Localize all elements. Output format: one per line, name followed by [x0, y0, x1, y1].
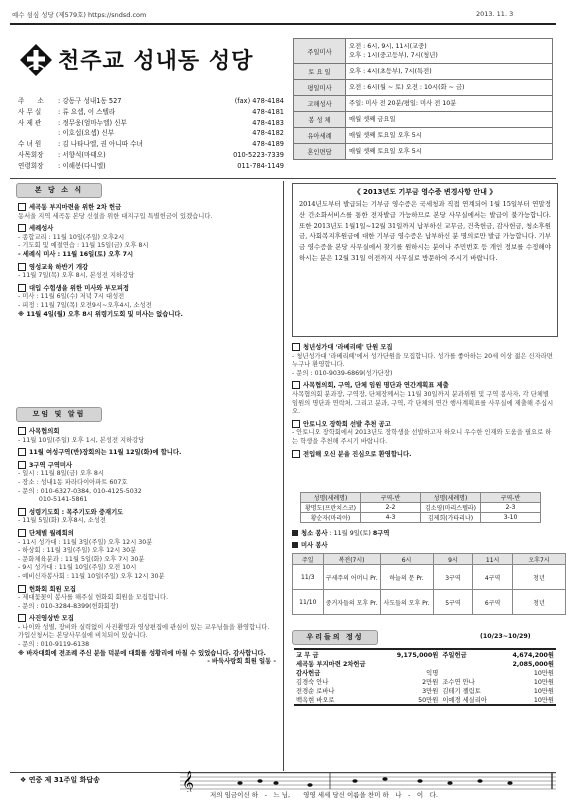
mass-row: [294, 112, 553, 128]
mass-label: 토 요 일: [294, 64, 346, 80]
info-phone: 010-5223-7339: [233, 150, 284, 159]
info-phone: (fax) 478-4184: [234, 97, 284, 105]
checkbox-bullet-icon: [18, 585, 26, 593]
info-phone: 478-4189: [252, 140, 284, 149]
notice-text: - 피정 : 11월 7일(목) 오전9시~오후4시, 소성전: [18, 301, 152, 309]
info-value: : 이해봉(다니엘): [58, 161, 106, 170]
notice-line: [18, 547, 276, 556]
welcome-cell: 4-3: [361, 513, 421, 523]
info-phone: 011-784-1149: [237, 161, 284, 170]
notice-heading: [18, 508, 276, 518]
cleaning-service: [292, 530, 389, 539]
donation-row: [294, 650, 556, 659]
notice-text: - 기도회 및 예절연습 : 11월 15일(금) 오후 8시: [18, 242, 149, 250]
mass-row: [294, 39, 553, 64]
right-notices: [292, 340, 556, 459]
info-row: [18, 96, 284, 107]
notice-line: [18, 517, 276, 526]
welcome-cell: 2-3: [481, 503, 541, 513]
church-title: 천주교 성내동 성당: [58, 49, 254, 74]
checkbox-bullet-icon: [18, 427, 26, 435]
info-value: : 서향석(마태오): [58, 150, 106, 159]
donation-thanks-cell: [440, 668, 500, 677]
notice-text: 사목협의회: [29, 428, 60, 435]
info-label: 연령회장: [18, 161, 44, 170]
notice-line: [18, 496, 276, 505]
checkbox-bullet-icon: [18, 224, 26, 232]
notice-line: [18, 641, 276, 650]
section-offerings: 우리들의 정성: [292, 630, 378, 645]
notice-text: ※ 11월 4일(월) 오후 8시 위령기도회 및 미사는 없습니다.: [18, 310, 183, 318]
checkbox-bullet-icon: [292, 450, 300, 458]
section-parish-news: 본 당 소 식: [16, 183, 102, 198]
info-list: [18, 96, 284, 172]
notice-text: 대입 수험생을 위한 미사와 부모피정: [29, 284, 130, 292]
notice-text: - 장소 : 성내1동 파라다이아파트 607호: [18, 478, 128, 486]
checkbox-bullet-icon: [292, 343, 300, 351]
bullet-icon: [292, 530, 298, 536]
donation-cell: [384, 659, 440, 668]
info-value: : 류 요셉, 이 스텔라: [58, 107, 116, 116]
donation-table: [294, 648, 556, 706]
info-phone: 478-4182: [252, 129, 284, 138]
header-left: 예수 섬심 성당 (제579호) https://sndsd.com: [12, 11, 147, 19]
info-value: : 김 나타나엘, 권 아니따 수녀: [58, 140, 143, 149]
notice-line: [292, 353, 556, 370]
serve-header-cell: 오후7시: [512, 554, 565, 565]
notice-text: 안토니오 장학회 선발 추천 공고: [303, 420, 391, 428]
notice-text: 3구역 구역미사: [29, 461, 73, 469]
notice-line: [18, 293, 276, 302]
serve-header-cell: 복전(7시): [323, 554, 380, 565]
notice-text: - 하상회 : 11월 3일(주일) 오후 12시 30분: [18, 547, 137, 555]
donation-thanks-cell: 조수연 안나: [442, 679, 475, 686]
notice-line: [18, 311, 276, 320]
cleaning-label: 청소 봉사: [301, 530, 328, 537]
donation-cell: 2,085,000원: [512, 661, 554, 668]
notice-line: [292, 370, 556, 379]
donation-thanks-cell: 김테기 젤림토: [442, 688, 481, 695]
notice-heading: [18, 529, 276, 539]
serve-cell: 11/3: [293, 565, 324, 590]
notice-line: [18, 650, 276, 659]
donation-thanks-row: [294, 677, 556, 686]
notice-line: [18, 603, 276, 612]
notice-heading: [18, 284, 276, 294]
mass-label: 평일미사: [294, 80, 346, 96]
welcome-table: [300, 492, 541, 523]
info-row: [18, 161, 284, 172]
serve-header-cell: 6시: [380, 554, 433, 565]
mass-time: 주일: 미사 전 20분/평일: 미사 전 10분: [346, 96, 553, 112]
mass-label: 혼인면담: [294, 144, 346, 160]
mass-label: 고해성사: [294, 96, 346, 112]
donation-thanks-row: [294, 695, 556, 704]
serve-cell: 청년: [512, 590, 565, 615]
music-staff: [180, 770, 556, 792]
welcome-header-cell: 성명(세례명): [421, 493, 481, 503]
notice-text: 사목협의회 분과장, 구역장, 단체장께서는 11월 30일까지 분과위원 및 구역 봉사자, 각 단체별 임원의 명단과 연락처, 그리고 분과, 구역, 각 단체의 연간 행사계획표를 사무실에 제출해 주십시오.: [292, 390, 554, 416]
notice-text: - 문의 : 010-6327-0384, 010-4125-5032: [18, 487, 142, 495]
mass-row: [294, 64, 553, 80]
welcome-header-cell: 구역-반: [481, 493, 541, 503]
notice-text: 전입해 오신 분을 진심으로 환영합니다.: [303, 450, 412, 458]
mass-schedule: [293, 38, 553, 160]
donation-cell: 교 무 금: [296, 652, 319, 659]
info-label: [18, 128, 58, 139]
notice-text: - 11시 성가대 : 11월 3일(주일) 오후 12시 30분: [18, 538, 153, 546]
notice-text: - 문의 : 010-3284-8399(헌화회장): [18, 602, 119, 610]
serve-cell: 5구역: [433, 590, 473, 615]
checkbox-bullet-icon: [292, 420, 300, 428]
notice-heading: [292, 420, 556, 430]
checkbox-bullet-icon: [292, 381, 300, 389]
serve-header-cell: 9시: [433, 554, 473, 565]
notice-text: - 11월 7일(목) 오후 8시, 본성전 지하강당: [18, 272, 135, 280]
treble-clef-icon: 𝄞: [182, 770, 194, 792]
serve-cell: 11/10: [293, 590, 324, 615]
notice-heading: [18, 427, 276, 437]
serve-header: [293, 554, 566, 565]
info-label: 사목회장: [18, 150, 44, 159]
serve-cell: 중거자들의 모후 Pr.: [323, 590, 380, 615]
welcome-row: [301, 513, 541, 523]
mass-label: 유아세례: [294, 128, 346, 144]
song-title: [20, 775, 100, 785]
notice-text: 동서울 지역 세곡동 본당 신설을 위한 대지구입 특별헌금이 있겠습니다.: [18, 212, 213, 220]
donation-thanks-cell: 3만원: [422, 688, 439, 695]
notice-text: - 제대꽃꽂이 봉사를 해주실 헌화회 회원을 모집합니다.: [18, 594, 169, 602]
notice-text: 010-5141-5861: [18, 496, 88, 504]
donation-thanks-cell: 50만원: [418, 697, 439, 704]
header-date: 2013. 11. 3: [476, 10, 514, 18]
welcome-row: [301, 503, 541, 513]
info-label: 사 무 실: [18, 107, 42, 116]
notice-text: - 문화체육분과 : 11월 5일(화) 오후 7시 30분: [18, 555, 145, 563]
header-rule: [10, 23, 556, 25]
notice-text: - 예비신자봉사회 : 11월 10일(주일) 오후 12시 30분: [18, 572, 165, 580]
notice-line: [292, 429, 556, 446]
mass-label: 주일미사: [294, 39, 346, 64]
checkbox-bullet-icon: [18, 263, 26, 271]
notice-text: - 바둑사랑회 회원 일동 -: [207, 658, 276, 666]
notice-text: - 일시 : 11월 8일(금) 오후 8시: [18, 470, 105, 478]
notice-line: [18, 564, 276, 573]
welcome-cell: 황순자(마리아): [301, 513, 361, 523]
welcome-header-cell: 구역-반: [361, 493, 421, 503]
offerings-period: (10/23~10/29): [480, 633, 531, 640]
info-row: [18, 128, 284, 139]
serve-cell: 청년: [512, 565, 565, 590]
mass-label: 봉 성 체: [294, 112, 346, 128]
notice-line: [18, 573, 276, 582]
info-label: 수 녀 원: [18, 140, 42, 149]
notice-text: 사진영상반 모집: [29, 615, 74, 623]
notice-line: [292, 391, 556, 417]
donation-thanks-header: [294, 668, 556, 677]
welcome-cell: 황명도(프란치스코): [301, 503, 361, 513]
donation-thanks-cell: 이예경 세실리아: [442, 697, 487, 704]
checkbox-bullet-icon: [18, 614, 26, 622]
mass-time: 매월 셋째 토요일 오후 5시: [346, 128, 553, 144]
notice-text: 헌화회 회원 모집: [29, 585, 76, 593]
welcome-cell: 2-2: [361, 503, 421, 513]
notice-heading: [18, 461, 276, 471]
serve-cell: 3구역: [433, 565, 473, 590]
checkbox-bullet-icon: [18, 529, 26, 537]
thanks-label: 감사헌금: [296, 670, 321, 677]
notice-line: [18, 470, 276, 479]
donation-thanks-cell: 백옥현 바오로: [296, 697, 335, 704]
notice-text: 사목협의회, 구역, 단체 임원 명단과 연간계획표 제출: [303, 382, 449, 390]
checkbox-bullet-icon: [18, 448, 26, 456]
notice-line: [18, 242, 276, 251]
notice-heading: [18, 224, 276, 234]
mass-time: 오전 : 6시, 9시, 11시(교중) 오후 : 1시(중고등부), 7시(청년): [346, 39, 553, 64]
mass-time: 매월 셋째 금요일: [346, 112, 553, 128]
info-label: 주 소: [18, 97, 44, 105]
donation-thanks-cell: 김경숙 안나: [296, 679, 329, 686]
notice-heading: [18, 585, 276, 595]
notice-text: 성령기도회 : 목주기도와 중재기도: [29, 508, 124, 516]
section-meetings: 모임 및 알림: [16, 407, 102, 422]
donation-cell: 4,674,200원: [512, 652, 554, 659]
notice-heading: [18, 263, 276, 273]
notice-line: [18, 272, 276, 281]
mass-row: [294, 80, 553, 96]
serve-cell: 사도들의 모후 Pr.: [380, 590, 433, 615]
checkbox-bullet-icon: [18, 461, 26, 469]
logo-emblem: [18, 42, 54, 78]
notice-line: [18, 302, 276, 311]
donation-thanks-row: [294, 686, 556, 695]
notice-text: - 청년성가대 '라베리떼'에서 성가단원을 모집합니다. 성가를 좋아하는 20세 이상 젊은 신자라면 누구나 환영합니다.: [292, 352, 553, 369]
donation-thanks-cell: 10만원: [533, 670, 554, 677]
serve-row: [293, 590, 566, 615]
serve-cell: 6구역: [473, 590, 513, 615]
song-title-text: 연중 제 31주일 화답송: [28, 776, 100, 784]
cleaning-date: : 11월 9일(토): [329, 530, 371, 537]
donation-thanks-cell: 10만원: [533, 679, 554, 686]
donation-thanks-cell: 익명: [426, 670, 439, 677]
notice-text: 세례성사: [29, 225, 54, 233]
notice-heading: [18, 448, 276, 458]
serve-cell: 하늘의 문 Pr.: [380, 565, 433, 590]
welcome-cell: 3-10: [481, 513, 541, 523]
serve-row: [293, 565, 566, 590]
welcome-header: [301, 493, 541, 503]
notice-text: ※ 바자대회에 전조례 주신 분들 덕분에 대회를 성황리에 마칠 수 있었습니다. 감사합니다.: [18, 649, 266, 657]
notice-text: - 세례식 미사 : 11월 16일(토) 오후 7시: [18, 250, 134, 258]
donation-cell: 9,175,000원: [396, 652, 439, 659]
mass-service-title: [292, 542, 328, 551]
notice-line: [18, 213, 276, 222]
notice-line: [18, 624, 276, 641]
info-row: [18, 107, 284, 118]
notice-text: 단체별 월례회의: [29, 529, 74, 537]
notice-text: - 종합교리 : 11월 10일(주일) 오후2시: [18, 233, 125, 241]
donation-thanks-cell: 2만원: [422, 679, 439, 686]
notice-line: [18, 658, 276, 667]
notice-text: - 11월 5일(화) 오후8시, 소성전: [18, 517, 106, 525]
serve-cell: 구세주의 어머니 Pr.: [323, 565, 380, 590]
notice-title: 《 2013년도 기부금 영수증 변경사항 안내 》: [353, 188, 497, 196]
notice-heading: [292, 343, 556, 353]
info-row: [18, 150, 284, 161]
checkbox-bullet-icon: [18, 203, 26, 211]
serve-cell: 4구역: [473, 565, 513, 590]
donation-thanks-cell: 전경순 로바나: [296, 688, 335, 695]
welcome-cell: 김제희(가타리나): [421, 513, 481, 523]
serve-header-cell: 주일: [293, 554, 324, 565]
notice-text: 청년성가대 '라베리떼' 단원 모집: [303, 344, 393, 351]
notice-heading: [292, 450, 556, 460]
mass-row: [294, 144, 553, 160]
info-label: 사 제 관: [18, 118, 42, 127]
mass-time: 오후 : 4시(초등부), 7시(특전): [346, 64, 553, 80]
meetings-notices: [18, 424, 276, 667]
serve-header-cell: 11시: [473, 554, 513, 565]
mass-time: 매월 셋째 토요일 오후 5시: [346, 144, 553, 160]
notice-text: 11월 여성구역(반)장회의는 11월 12일(화)에 합니다.: [29, 449, 182, 457]
notice-line: [18, 594, 276, 603]
info-value: : 강동구 성내1동 527: [58, 97, 122, 105]
notice-text: - 9시 성가대 : 11월 10일(주일) 오전 10시: [18, 564, 137, 572]
donation-cell: 주일헌금: [442, 652, 467, 659]
checkbox-bullet-icon: [18, 284, 26, 292]
notice-body: 2014년도부터 발급되는 기부금 영수증은 국세청과 직접 연계되어 1월 15일부터 연말정산 간소화서비스를 통한 전자발급 가능하므로 본당 사무실에서는 발급이 불가능합니다. 또한 2013년도 1월1일~12월 31일까지 납부하신 교무금, 건축헌금, 감사헌금, 청소후원금, 사회복지후원금에 대한 기부금 영수증은 납부하신 분 명의로만 발급 가능합니다. 기부금 영수증을 본당 사무실에서 찾기를 원하시는 분이나 주민번호 등 개인 정보를 수정해야 하시는 분은 12월 31일 이전까지 사무실로 방문하여 주시기 바랍니다.: [299, 200, 551, 262]
checkbox-bullet-icon: [18, 508, 26, 516]
donation-thanks-cell: 10만원: [533, 697, 554, 704]
info-row: [18, 118, 284, 129]
welcome-cell: 김소영(마리스텔라): [421, 503, 481, 513]
notice-text: - 문의 : 010-9039-6869(성가단장): [292, 369, 393, 377]
serve-title-text: 미사 봉사: [301, 542, 328, 549]
donation-cell: [440, 659, 500, 668]
notice-text: 세곡동 부지마련을 위한 2차 헌금: [29, 204, 122, 211]
notice-line: [18, 437, 276, 446]
notice-line: [18, 251, 276, 260]
notice-line: [18, 488, 276, 497]
mass-service-table: [292, 553, 566, 615]
donation-thanks-cell: 10만원: [533, 688, 554, 695]
donation-cell: 세곡동 부지마련 2차헌금: [296, 661, 366, 668]
donation-row: [294, 659, 556, 668]
diamond-icon: ❖: [20, 776, 27, 784]
welcome-header-cell: 성명(세례명): [301, 493, 361, 503]
notice-text: - 문의 : 010-9119-6138: [18, 641, 90, 649]
notice-heading: [18, 203, 276, 213]
notice-line: [18, 479, 276, 488]
song-lyrics: 저의 임금이신 하 - 느 님, 영영 세세 당신 이름을 찬미 하 나 - 이 다.: [210, 791, 439, 799]
notice-heading: [18, 614, 276, 624]
mass-row: [294, 96, 553, 112]
info-value: : 정무웅(엄마누엘) 신부: [58, 118, 127, 127]
notice-heading: [292, 381, 556, 391]
info-phone: 478-4181: [252, 107, 284, 116]
notice-line: [18, 539, 276, 548]
tax-receipt-notice: [292, 183, 558, 337]
top-divider: [10, 178, 556, 179]
notice-text: - 11월 10일(주일) 오후 1시, 본성전 지하강당: [18, 436, 145, 444]
notice-text: - 미사 : 11월 6일(수) 저녁 7시 대성전: [18, 293, 125, 301]
column-divider: [283, 181, 284, 771]
cleaning-group: 8구역: [372, 530, 390, 537]
info-phone: 478-4183: [252, 118, 284, 127]
mass-row: [294, 128, 553, 144]
info-value: : 이호섭(요셉) 신부: [58, 129, 115, 138]
mass-time: 오전 : 6시(월 ~ 토) 오전 : 10시(화 ~ 금): [346, 80, 553, 96]
notice-text: - 안토니오 장학회에서 2013년도 장학생을 선발하고자 하오니 우수한 인재와 도움을 필요로 하는 학생을 추천해 주시기 바랍니다.: [292, 429, 552, 445]
bullet-icon: [292, 542, 298, 548]
parish-news: [18, 200, 276, 319]
info-row: [18, 139, 284, 150]
notice-text: 영성교육 하반기 개강: [29, 263, 89, 271]
notice-text: - 나이와 성별, 장비와 실력없이 사진촬영과 영상편집에 관심이 있는 교우님들을 환영합니다. 가입신청서는 본당사무실에 비치되어 있습니다.: [18, 623, 270, 640]
